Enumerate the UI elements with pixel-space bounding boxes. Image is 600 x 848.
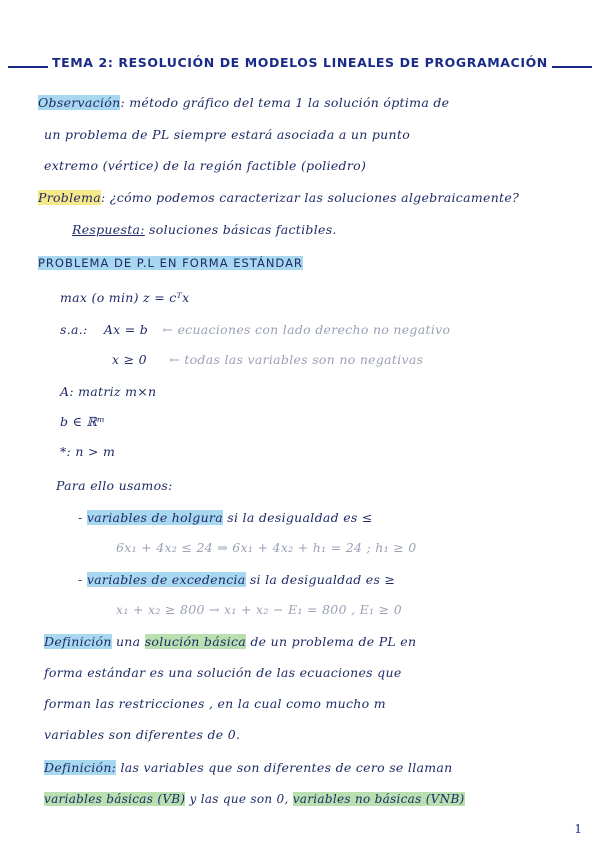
definition-1-line-2: forma estándar es una solución de las ecuaciones que <box>44 665 402 680</box>
observation-line-1: Observación: método gráfico del tema 1 la solución óptima de <box>38 95 450 110</box>
definition-1-line-3: forman las restricciones , en la cual como mucho m <box>44 696 386 711</box>
holgura-line: - variables de holgura si la desigualdad es ≤ <box>78 510 373 525</box>
title-rule-left <box>8 66 48 68</box>
vector-b: b ∈ ℝᵐ <box>60 414 106 429</box>
observation-line-2: un problema de PL siempre estará asociada a un punto <box>44 127 411 142</box>
observation-line-3: extremo (vértice) de la región factible (poliedro) <box>44 158 367 173</box>
objective-function: max (o min) z = cᵀx <box>60 290 190 305</box>
title-rule-right <box>552 66 592 68</box>
definition-2-label: Definición: <box>44 760 117 775</box>
dimension-note: *: n > m <box>60 444 116 459</box>
page-number: 1 <box>574 822 582 836</box>
definition-2-line-1: Definición: las variables que son diferentes de cero se llaman <box>44 760 453 775</box>
excedencia-line: - variables de excedencia si la desigualdad es ≥ <box>78 572 396 587</box>
holgura-example: 6x₁ + 4x₂ ≤ 24 ⇒ 6x₁ + 4x₂ + h₁ = 24 ; h₁ ≥ 0 <box>116 540 417 555</box>
constraint-row-2: x ≥ 0 ← todas las variables son no negativas <box>112 352 424 367</box>
definition-1-line-1: Definición una solución básica de un problema de PL en <box>44 634 417 649</box>
title-bar <box>8 52 592 82</box>
excedencia-example: x₁ + x₂ ≥ 800 → x₁ + x₂ − E₁ = 800 , E₁ ≥ 0 <box>116 602 402 617</box>
definition-1-line-4: variables son diferentes de 0. <box>44 727 241 742</box>
answer-label: Respuesta: <box>72 222 145 237</box>
excedencia-label: variables de excedencia <box>86 572 246 587</box>
solucion-basica-term: solución básica <box>144 634 247 649</box>
vnb-term: variables no básicas (VNB) <box>292 792 465 806</box>
answer-line: Respuesta: soluciones básicas factibles. <box>72 222 337 237</box>
vb-term: variables básicas (VB) <box>44 792 186 806</box>
problem-label: Problema <box>38 190 102 205</box>
para-ello: Para ello usamos: <box>56 478 173 493</box>
constraint-row-1: s.a.: Ax = b ← ecuaciones con lado derecho no negativo <box>60 322 451 337</box>
section-heading: PROBLEMA DE P.L EN FORMA ESTÁNDAR <box>38 256 303 270</box>
holgura-label: variables de holgura <box>86 510 223 525</box>
problem-line: Problema: ¿cómo podemos caracterizar las soluciones algebraicamente? <box>38 190 520 205</box>
observation-label: Observación <box>38 95 121 110</box>
matrix-a: A: matriz m×n <box>60 384 157 399</box>
definition-2-line-2: variables básicas (VB) y las que son 0, variables no básicas (VNB) <box>44 792 465 806</box>
definition-1-label: Definición <box>44 634 112 649</box>
page-title: TEMA 2: RESOLUCIÓN DE MODELOS LINEALES DE PROGRAMACIÓN <box>48 55 552 70</box>
